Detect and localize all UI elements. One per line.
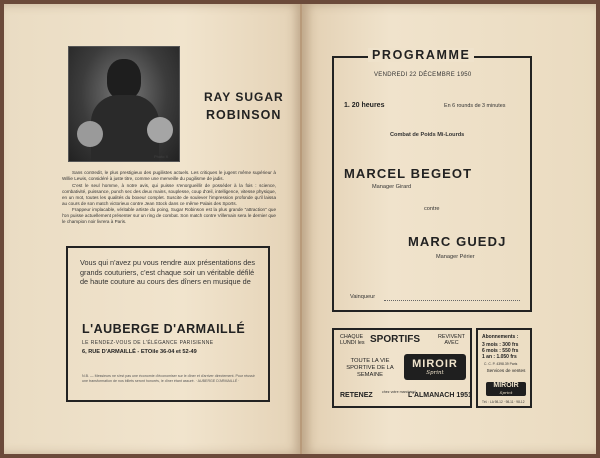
postal-account: C. C. P. 4398.39 Paris: [484, 362, 518, 366]
bio-paragraph: Sans contredit, le plus prestigieux des pugilistes actuels. Les critiques le jugent même supérieur à Willie Lewis, considéré à juste titre, comme une merveille du pugilisme de jadis.: [62, 170, 276, 181]
ad-chaque-lundi: [340, 334, 365, 346]
ad-retenez: RETENEZ: [340, 392, 373, 399]
ad-tagline: LE RENDEZ-VOUS DE L'ÉLÉGANCE PARISIENNE: [82, 340, 214, 346]
ad-lundi: LUNDI les: [340, 340, 365, 346]
boxer-photo: [68, 46, 180, 162]
ad-revivent-avec: [438, 334, 465, 346]
ad-avec: AVEC: [444, 340, 459, 346]
price-6-months: 6 mois : 550 frs: [482, 348, 519, 354]
small-logo-miroir-text: MIROIR: [493, 382, 519, 389]
left-page: [4, 4, 302, 454]
telephone-numbers: Tél. : LA 98-12 · 98-11 · 98-12: [482, 400, 525, 404]
winner-label: Vainqueur: [350, 294, 376, 300]
fighter-two-name: MARC GUEDJ: [408, 234, 507, 249]
fighter-one-manager: Manager Girard: [372, 184, 412, 190]
photo-credit: Photo X: [154, 154, 169, 159]
ad-revivent: REVIVENT: [438, 334, 465, 340]
subscriptions-title: Abonnements :: [482, 334, 519, 340]
ad-intro-text: Vous qui n'avez pu vous rendre aux présentations des grands couturiers, c'est chaque soir un véritable défilé de haute couture au cours des dîners en musique de: [80, 258, 256, 287]
miroir-sprint-small-logo: [486, 382, 526, 396]
programme-title: PROGRAMME: [368, 48, 474, 62]
boxing-glove-right-icon: [147, 117, 173, 143]
bio-paragraph: Frappeur implacable, véritable artiste du poing, Sugar Robinson est la plus grande "attraction" que l'on puisse actuellement présenter sur un ring de combat. Son match contre Villemain sera le dernier que le champion noir livrera à Paris.: [62, 207, 276, 224]
programme-box: [332, 48, 532, 312]
ad-footnote: N.B. — Messieurs ne s'est pas une économie d'économiser sur le dîner et d'arriver directement. Pour réussir une transformation de nos billets seront honorés, le dîner étant assuré. · AUBERGE D'ARMAILLÉ ·: [82, 374, 255, 383]
fighter-two-manager: Manager Périer: [436, 254, 475, 260]
price-1-year: 1 an : 1.050 frs: [482, 354, 517, 360]
boxing-glove-left-icon: [77, 121, 103, 147]
boxer-last-name: ROBINSON: [206, 108, 282, 122]
price-3-months: 3 mois : 300 frs: [482, 342, 519, 348]
boxer-first-name: RAY SUGAR: [204, 90, 284, 104]
miroir-sprint-advertisement: [332, 328, 472, 408]
small-logo-sprint-text: Sprint: [499, 390, 513, 395]
bout-number-time: 1. 20 heures: [344, 102, 385, 109]
ad-sportifs: SPORTIFS: [370, 334, 421, 345]
bout-category: Combat de Poids Mi-Lourds: [390, 132, 465, 138]
winner-fill-line: [384, 300, 520, 301]
bio-paragraph: C'est le seul homme, à notre avis, qui puisse s'enorgueillir de posséder à la fois : science, combativité, puissance, punch sec des deux mains, souplesse, coup d'œil, intelligence, vitesse physique, en un mot, toutes les qualités du boxeur complet. Suscite de soulever l'impression profonde qu'il laissa au cours de son match victorieux contre Jean Stock dans ce même Palais des Sports.: [62, 182, 276, 206]
logo-sprint-text: Sprint: [426, 369, 444, 376]
subscriptions-box: [476, 328, 532, 408]
auberge-advertisement: [66, 246, 270, 402]
ad-chaque: CHAQUE: [340, 334, 364, 340]
ad-restaurant-name: L'AUBERGE D'ARMAILLÉ: [82, 322, 246, 336]
program-spread: [4, 4, 596, 454]
logo-miroir-text: MIROIR: [412, 357, 458, 370]
right-page: [302, 4, 596, 454]
boxer-head-shape: [107, 59, 141, 99]
fighter-one-name: MARCEL BEGEOT: [344, 166, 473, 181]
versus-label: contre: [424, 206, 440, 212]
boxer-bio: [62, 170, 276, 226]
miroir-sprint-logo: [404, 354, 466, 380]
ad-address: 6, RUE D'ARMAILLÉ - ETOile 36-04 et 52-49: [82, 349, 197, 355]
ad-chez-marchand: chez votre marchand: [382, 390, 416, 394]
ad-toute-la-vie: TOUTE LA VIE SPORTIVE DE LA SEMAINE: [346, 358, 394, 378]
subscription-prices: [482, 342, 518, 360]
bout-rounds: En 6 rounds de 3 minutes: [444, 103, 506, 109]
sales-services: Services de ventes: [486, 368, 526, 373]
ad-almanach: L'ALMANACH 1951: [408, 392, 472, 399]
programme-date: VENDREDI 22 DÉCEMBRE 1950: [374, 72, 472, 78]
